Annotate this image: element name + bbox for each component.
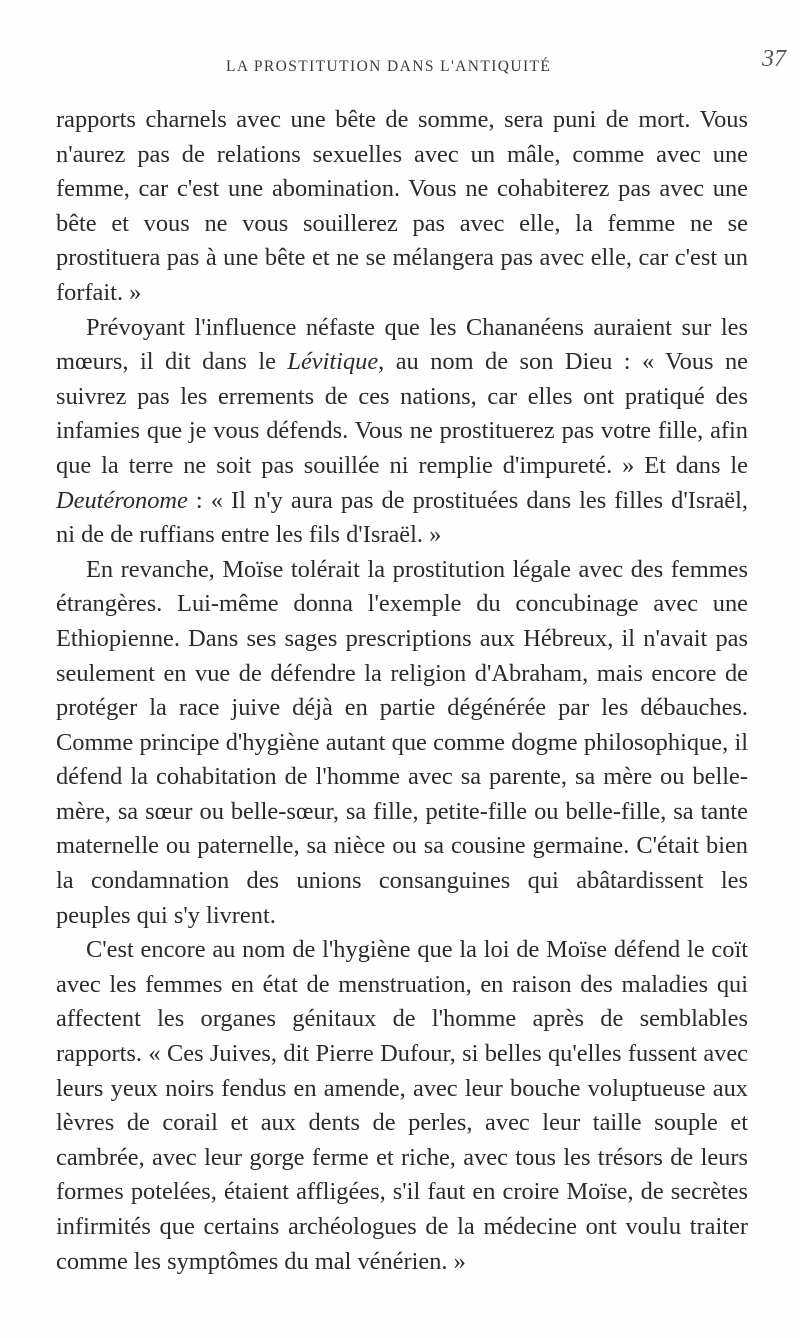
page-number: 37 (762, 46, 786, 72)
running-title: LA PROSTITUTION DANS L'ANTIQUITÉ (226, 58, 552, 75)
italic-title: Lévitique (287, 348, 379, 376)
paragraph (56, 103, 748, 311)
paragraph (56, 553, 748, 934)
text-run: C'est encore au nom de l'hygiène que la loi de Moïse défend le coït avec les femmes en état de menstruation, en raison des maladies qui affectent les organes génitaux de l'homme après de semblables rapports. « Ces Juives, dit Pierre Dufour, si belles qu'elles fussent avec leurs yeux noirs fendus en amende, avec leur bouche voluptueuse aux lèvres de corail et aux dents de perles, avec leur taille souple et cambrée, avec leur gorge ferme et riche, avec tous les trésors de leurs formes potelées, étaient affligées, s'il faut en croire Moïse, de secrètes infirmités que certains archéologues de la médecine ont voulu traiter comme les symptômes du mal vénérien. » (56, 936, 748, 1275)
text-run: : « Il n'y aura pas de prostituées dans les filles d'Israël, ni de de ruffians entre les fils d'Israël. » (56, 486, 748, 549)
paragraph (56, 311, 748, 553)
paragraph (56, 933, 748, 1279)
running-head (0, 46, 800, 76)
text-run: En revanche, Moïse tolérait la prostitution légale avec des femmes étrangères. Lui-même donna l'exemple du concubinage avec une Ethiopienne. Dans ses sages prescriptions aux Hébreux, il n'avait pas seulement en vue de défendre la religion d'Abraham, mais encore de protéger la race juive déjà en partie dégénérée par les débauches. Comme principe d'hygiène autant que comme dogme philosophique, il défend la cohabitation de l'homme avec sa parente, sa mère ou belle-mère, sa sœur ou belle-sœur, sa fille, petite-fille ou belle-fille, sa tante maternelle ou paternelle, sa nièce ou sa cousine germaine. C'était bien la condamnation des unions consanguines qui abâtardissent les peuples qui s'y livrent. (56, 555, 748, 929)
text-run: Prévoyant l'influence néfaste que les Chananéens auraient sur les mœurs, il dit dans le (56, 313, 748, 376)
text-run: , au nom de son Dieu : « Vous ne suivrez pas les errements de ces nations, car elles ont pratiqué des infamies que je vous défends. Vous ne prostituerez pas votre fille, afin que la terre ne soit pas souillée ni remplie d'impureté. » Et dans le (56, 348, 748, 479)
italic-title: Deutéronome (56, 486, 188, 514)
text-run: rapports charnels avec une bête de somme, sera puni de mort. Vous n'aurez pas de relations sexuelles avec un mâle, comme avec une femme, car c'est une abomination. Vous ne cohabiterez pas avec une bête et vous ne vous souillerez pas avec elle, la femme ne se prostituera pas à une bête et ne se mélangera pas avec elle, car c'est un forfait. » (56, 106, 748, 306)
body-text (56, 103, 748, 1279)
